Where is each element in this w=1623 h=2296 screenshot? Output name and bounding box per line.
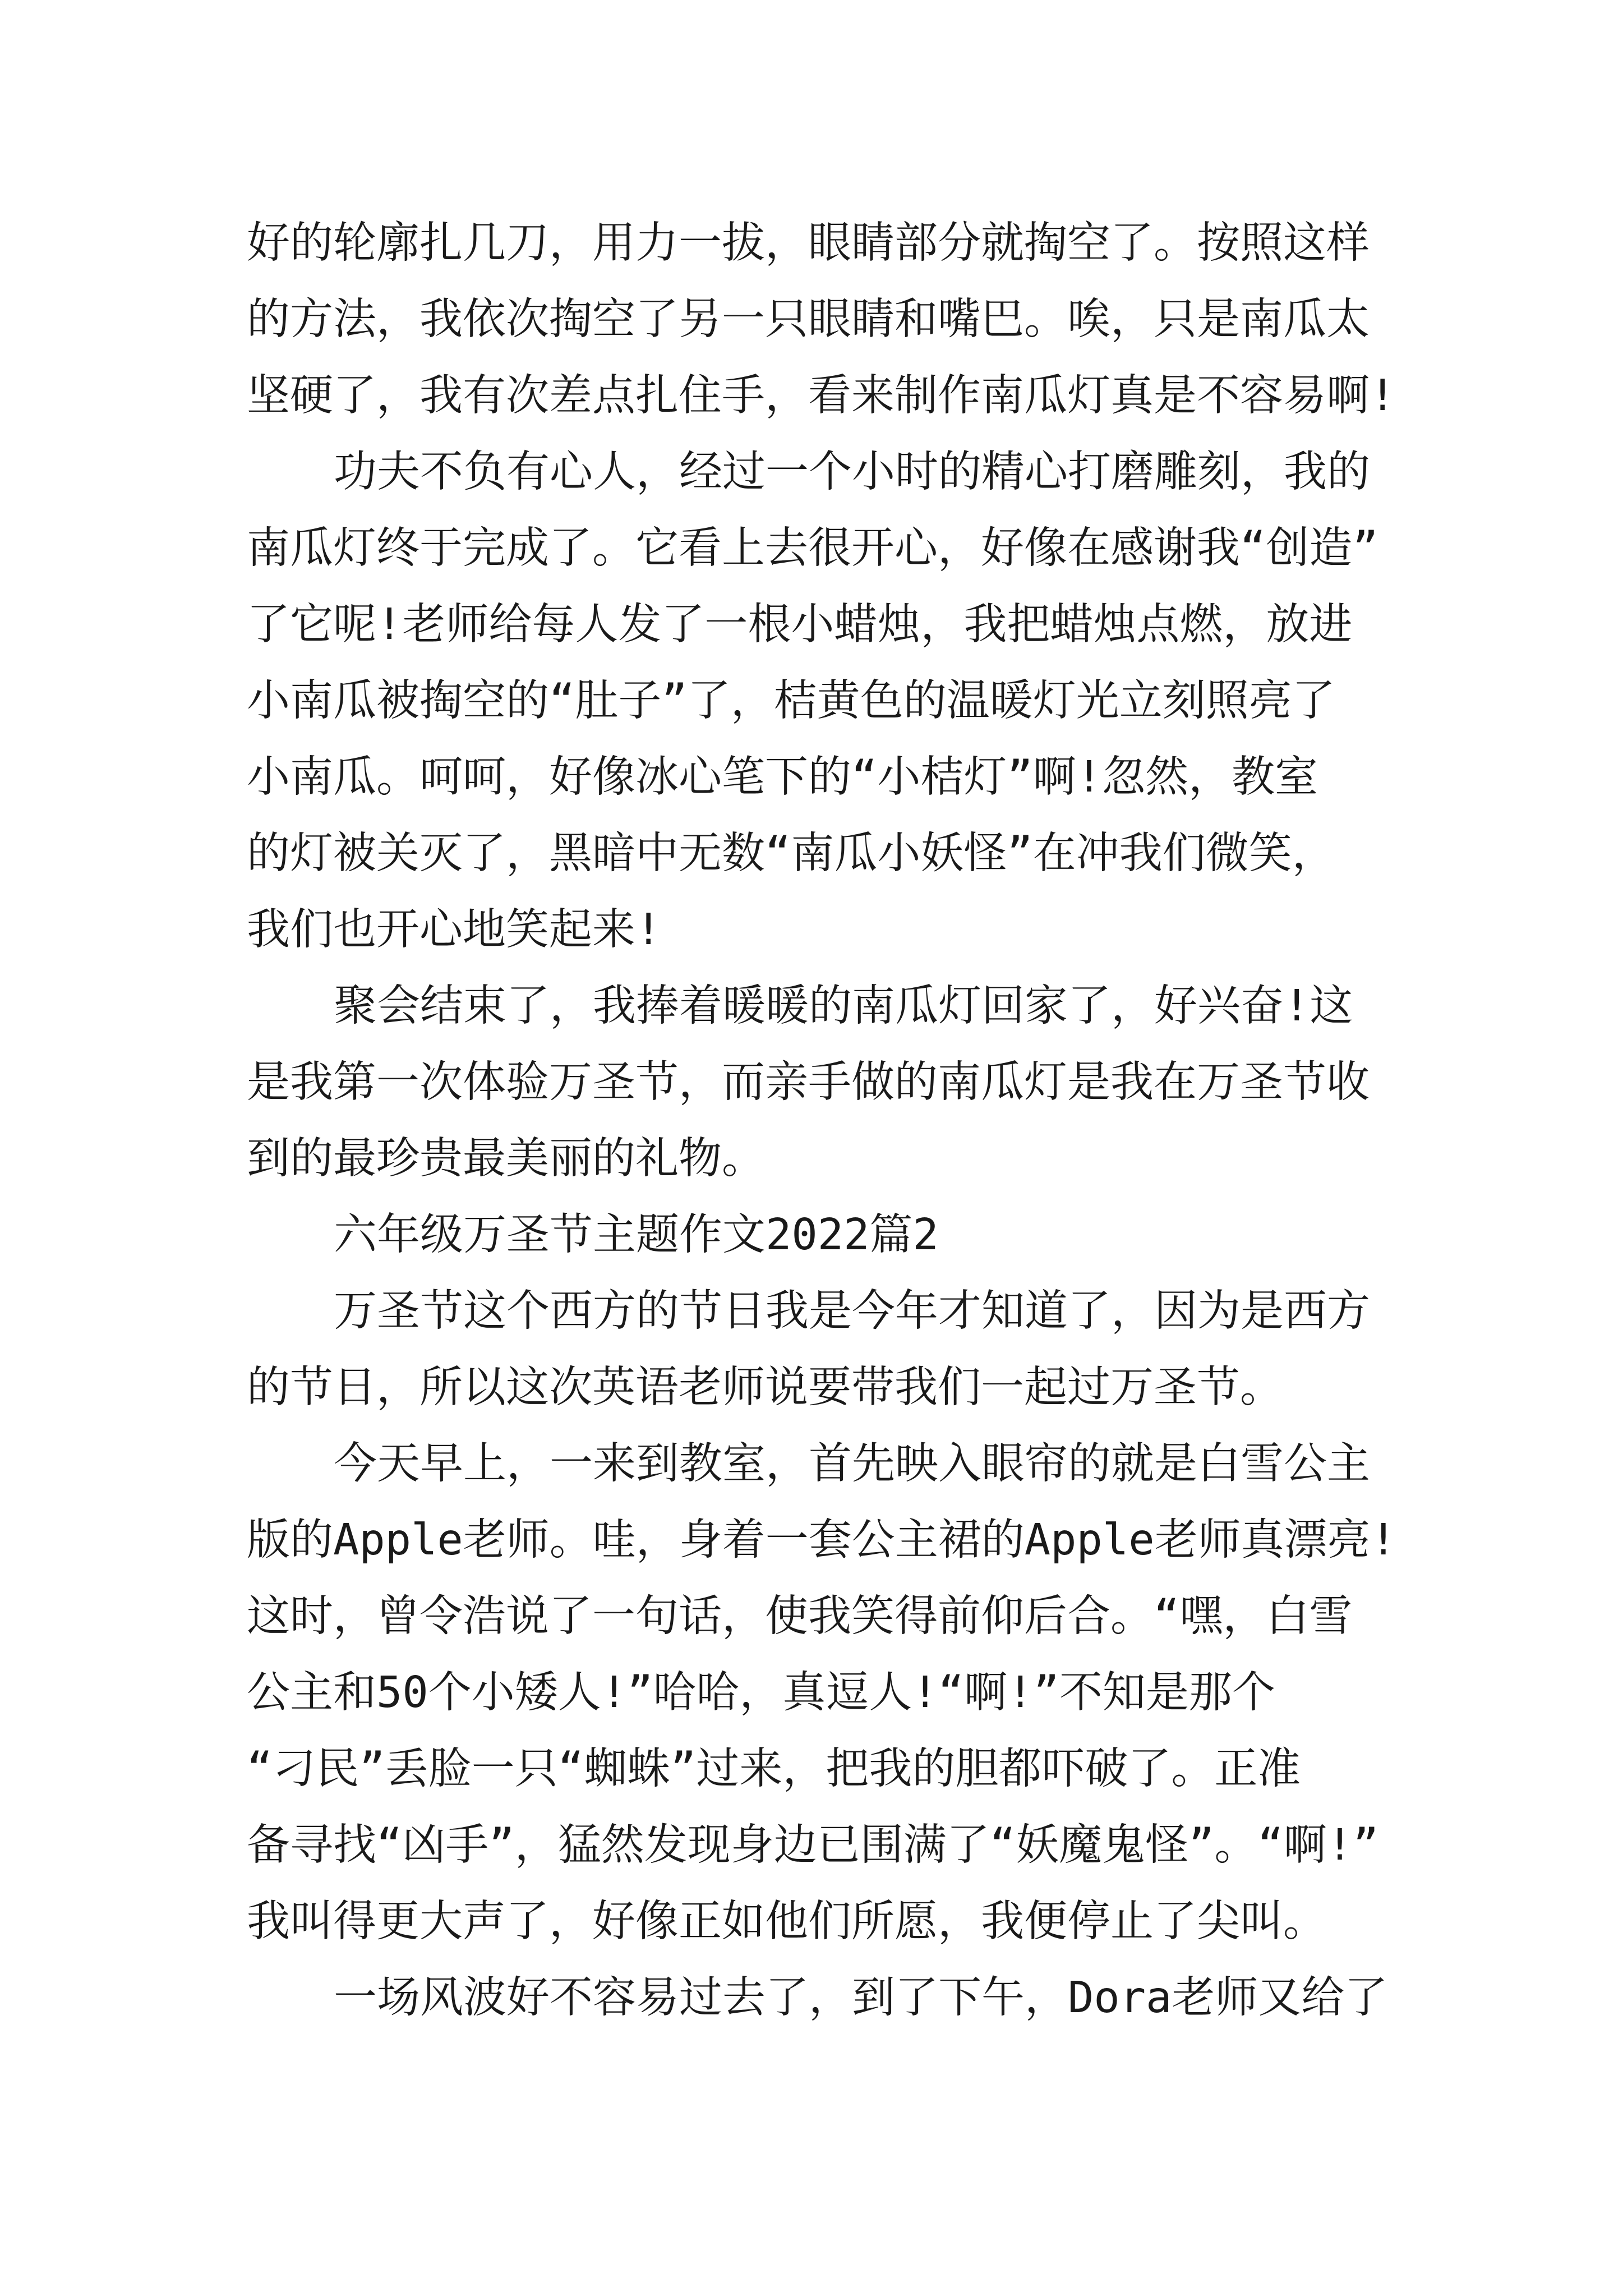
text-line: 一场风波好不容易过去了，到了下午，Dora老师又给了 <box>334 1973 1388 2023</box>
text-line: “刁民”丢脸一只“蜘蛛”过来，把我的胆都吓破了。正准 <box>247 1744 1301 1794</box>
text-line: 版的Apple老师。哇，身着一套公主裙的Apple老师真漂亮! <box>247 1515 1396 1565</box>
text-line: 的节日，所以这次英语老师说要带我们一起过万圣节。 <box>247 1363 1283 1412</box>
text-line: 公主和50个小矮人!”哈哈，真逗人!“啊!”不知是那个 <box>247 1668 1275 1718</box>
text-line: 小南瓜被掏空的“肚子”了，桔黄色的温暖灯光立刻照亮了 <box>247 676 1335 726</box>
text-line: 是我第一次体验万圣节，而亲手做的南瓜灯是我在万圣节收 <box>247 1057 1370 1107</box>
text-line: 好的轮廓扎几刀，用力一拔，眼睛部分就掏空了。按照这样 <box>247 218 1370 268</box>
text-line: 的方法，我依次掏空了另一只眼睛和嘴巴。唉，只是南瓜太 <box>247 295 1370 344</box>
text-line: 南瓜灯终于完成了。它看上去很开心，好像在感谢我“创造” <box>247 523 1378 573</box>
text-line: 坚硬了，我有次差点扎住手，看来制作南瓜灯真是不容易啊! <box>247 371 1396 421</box>
text-line: 万圣节这个西方的节日我是今年才知道了，因为是西方 <box>334 1286 1370 1336</box>
text-line: 六年级万圣节主题作文2022篇2 <box>334 1210 939 1260</box>
text-line: 聚会结束了，我捧着暖暖的南瓜灯回家了，好兴奋!这 <box>334 981 1353 1031</box>
text-line: 的灯被关灭了，黑暗中无数“南瓜小妖怪”在冲我们微笑， <box>247 829 1335 878</box>
text-line: 功夫不负有心人，经过一个小时的精心打磨雕刻，我的 <box>334 447 1370 497</box>
document-body <box>247 205 1396 2036</box>
text-line: 今天早上，一来到教室，首先映入眼帘的就是白雪公主 <box>334 1439 1370 1489</box>
text-line: 我叫得更大声了，好像正如他们所愿，我便停止了尖叫。 <box>247 1897 1326 1947</box>
text-line: 小南瓜。呵呵，好像冰心笔下的“小桔灯”啊!忽然，教室 <box>247 752 1318 802</box>
text-line: 备寻找“凶手”，猛然发现身边已围满了“妖魔鬼怪”。“啊!” <box>247 1820 1379 1870</box>
text-line: 我们也开心地笑起来! <box>247 905 662 955</box>
text-line: 到的最珍贵最美丽的礼物。 <box>247 1134 765 1184</box>
text-line: 这时，曾令浩说了一句话，使我笑得前仰后合。“嘿，白雪 <box>247 1591 1353 1641</box>
text-line: 了它呢!老师给每人发了一根小蜡烛，我把蜡烛点燃，放进 <box>247 600 1353 650</box>
